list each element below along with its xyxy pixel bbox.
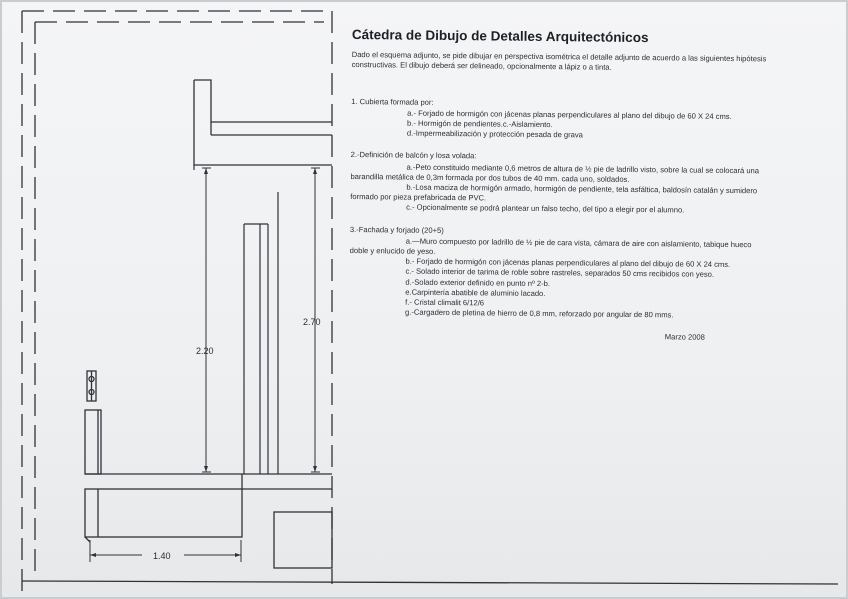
list-item: c.- Opcionalmente se podrá plantear un falso techo, del tipo a elegir por el alumno. bbox=[406, 203, 685, 215]
list-item: f.- Cristal climalit 6/12/6 bbox=[405, 297, 485, 308]
list-item: d.-Solado exterior definido en punto nº 2-b. bbox=[405, 277, 551, 288]
lower-slab bbox=[274, 512, 332, 568]
list-item: doble y enlucido de yeso. bbox=[349, 246, 436, 256]
list-item: b.-Losa maciza de hormigón armado, hormigón de pendiente, tela asfáltica, baldosín catalán y sumidero bbox=[406, 182, 758, 196]
list-item: a.- Forjado de hormigón con jácenas planas perpendiculares al plano del dibujo de 60 X 24 cms. bbox=[407, 108, 732, 121]
dimension-label-slab-width: 1.40 bbox=[153, 551, 171, 561]
assignment-text bbox=[349, 27, 822, 345]
balcony-parapet bbox=[85, 410, 332, 474]
dimension-label-inner-height: 2.20 bbox=[196, 346, 214, 356]
list-item: formado por pieza prefabricada de PVC. bbox=[350, 192, 487, 203]
drawing-sheet bbox=[2, 2, 846, 597]
list-item: a.-Peto constituido mediante 0,6 metros de altura de ½ pie de ladrillo visto, sobre la cual se colocará una bbox=[406, 162, 760, 175]
list-item: barandilla metálica de 0,3m formada por dos tubos de 40 mm. cada uno, soldados. bbox=[350, 171, 630, 184]
section-roof bbox=[351, 97, 821, 144]
intro-paragraph: Dado el esquema adjunto, se pide dibujar en perspectiva isométrica el detalle adjunto de acuerdo a las siguientes hipótesis constructivas. El dibujo deberá ser delineado, opcionalmente a lápiz o a tinta. bbox=[351, 50, 767, 73]
section-facade bbox=[349, 225, 820, 323]
section-heading: 3.-Fachada y forjado (20+5) bbox=[349, 224, 444, 235]
list-item: b.- Forjado de hormigón con jácenas planas perpendiculares al plano del dibujo de 60 X 24 cms. bbox=[405, 256, 731, 270]
list-item: g.-Cargadero de pletina de hierro de 0,8 mm, reforzado por angular de 80 mms. bbox=[404, 307, 674, 320]
list-item: a.—Muro compuesto por ladrillo de ½ pie de cara vista, cámara de aire con aislamiento, tabique hueco bbox=[405, 236, 752, 250]
list-item: b.- Hormigón de pendientes.c.-Aislamiento. bbox=[406, 118, 553, 130]
list-item: d.-Impermeabilización y protección pesada de grava bbox=[406, 128, 583, 140]
balcony-slab bbox=[85, 474, 332, 542]
balcony-railing bbox=[87, 371, 96, 401]
section-heading: 1. Cubierta formada por: bbox=[351, 96, 434, 107]
dimension-arrows bbox=[90, 168, 317, 557]
dimension-label-outer-height: 2.70 bbox=[303, 317, 321, 327]
dimension-lines bbox=[90, 168, 320, 562]
date-stamp: Marzo 2008 bbox=[664, 332, 705, 343]
page-title: Cátedra de Dibujo de Detalles Arquitectónicos bbox=[351, 27, 649, 46]
roof-slab bbox=[194, 80, 332, 165]
section-heading: 2.-Definición de balcón y losa volada: bbox=[350, 150, 477, 161]
facade-wall bbox=[194, 165, 278, 474]
list-item: e.Carpintería abatible de aluminio lacado. bbox=[405, 287, 546, 298]
list-item: c.- Solado interior de tarima de roble sobre rastreles, separados 50 cms recibidos con yeso. bbox=[405, 267, 715, 280]
section-balcony bbox=[350, 150, 821, 217]
